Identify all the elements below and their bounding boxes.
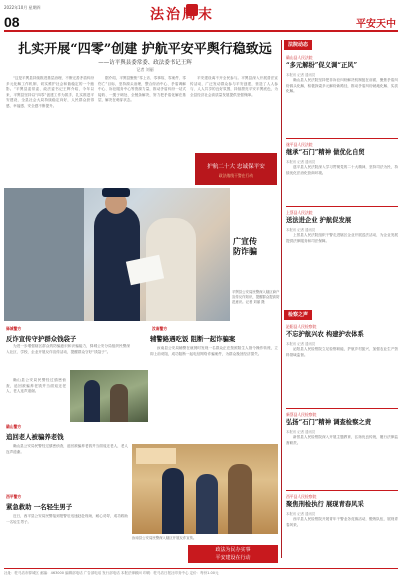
sidebar-headline: 聚焦刑检执行 展现青春风采: [286, 501, 364, 508]
bottom-photo: [132, 444, 278, 534]
header-rule: [4, 30, 398, 32]
section-tag-queshan: 确山警方: [6, 424, 22, 429]
sidebar-meta: 本报讯 记者 通讯员: [286, 342, 316, 346]
sidebar-headline: 送法进企业 护航促发展: [286, 217, 352, 224]
section-tag-runan: 汝南警方: [152, 326, 168, 331]
sidebar-paragraph: 遂平县人民法院深入学习贯彻党的二十大精神，坚持司法为民，持续优化法治化营商环境。: [286, 165, 398, 175]
page-number: 08: [4, 14, 20, 30]
sidebar-subtitle: 西平县人民检察院: [286, 494, 317, 499]
photo-person: [228, 464, 252, 534]
feature-vertical-title: 广宣传 防诈骗: [233, 236, 257, 256]
sidebar-paragraph: 确山县人民法院坚持把非诉讼纠纷解决机制挺在前面，聚焦矛盾纠纷源头化解，积极探索多元解纷新路径，推动矛盾纠纷就地化解、实质化解。: [286, 78, 398, 94]
article-column-2: [98, 76, 186, 186]
sidebar-subtitle: 确山县人民法院: [286, 55, 313, 60]
section-text-xiping: [6, 514, 128, 564]
small-photo: [70, 370, 148, 422]
photo-officer-cap: [102, 188, 130, 197]
photo-person: [110, 384, 128, 422]
article-title: 扎实开展“四零”创建 护航平安平舆行稳致远: [18, 42, 272, 57]
section-paragraph: 确山县公安局民警经过缜密侦查，追回被骗养老钱并当面返还老人，老人连声道谢。: [6, 444, 128, 454]
sidebar-meta: 本报讯 记者 通讯员: [286, 430, 316, 434]
section-paragraph: 为进一步增强辖区群众的防骗意识和识骗能力，驿城公安分局组织民警深入社区、学校、企业开展反诈宣传活动，提醒群众守好“钱袋子”。: [6, 344, 130, 354]
article-byline: 记者 刘丽: [136, 67, 154, 72]
section-title-runan: 辅警路遇吃饭 阻断一起诈骗案: [150, 335, 236, 343]
photo-caption: 平舆县公安局民警深入辖区商户宣传反诈知识，提醒群众提高防范意识。记者 刘丽 摄: [232, 290, 280, 304]
feature-red-box: [195, 153, 277, 185]
sidebar-text: [286, 233, 398, 303]
red-box-headline: 护航二十大 忠诚保平安: [207, 164, 265, 170]
section-title-queshan: 追回老人被骗养老钱: [6, 433, 64, 441]
banner-line-1: 政法为民办实事: [215, 547, 251, 553]
photo-person: [162, 468, 184, 534]
sidebar-rule: [286, 138, 398, 139]
page-header: [0, 0, 402, 34]
photo-sign: [136, 448, 176, 464]
section-paragraph: 汝南县公安局辅警在就餐时发现一名群众正在按照陌生人指令操作转账，立即上前劝阻，成功阻断一起电信网络诈骗案件，为群众挽回经济损失。: [150, 346, 278, 356]
slogan-banner: [188, 545, 278, 563]
section-text-queshan: [6, 444, 128, 490]
masthead: 法治周末: [150, 7, 214, 23]
article-column-3: [190, 76, 278, 150]
section-paragraph: 确山县公安局民警经过缜密侦查，追回被骗养老钱并当面返还老人，老人连声道谢。: [6, 378, 66, 394]
section-text-yicheng-cont: [6, 378, 66, 430]
section-title-yicheng: 反诈宣传守护群众钱袋子: [6, 335, 77, 343]
sidebar-subtitle: 上蔡县人民法院: [286, 210, 313, 215]
sidebar-subtitle: 遂平县人民法院: [286, 142, 313, 147]
sidebar-meta: 本报讯 记者 通讯员: [286, 73, 316, 77]
article-subtitle: ——访平舆县委常委、政法委书记王辉: [98, 60, 192, 66]
sidebar-rule: [286, 490, 398, 491]
photo-person: [196, 474, 218, 534]
section-title: 平安天中: [356, 19, 396, 30]
banner-line-2: 平安建设在行动: [215, 555, 251, 561]
red-box-subline: 政法战线干警在行动: [218, 173, 254, 178]
sidebar-meta: 本报讯 记者 通讯员: [286, 512, 316, 516]
page-footer: 社址：驻马店市驿城区 邮编：463000 编辑部电话 广告部电话 发行部电话 本报法律顾问 印刷：驻马店日报社印务中心 定价：每份1.00元: [4, 568, 398, 576]
sidebar-paragraph: 泌阳县人民检察院立足检察职能，护航乡村振兴，加强农业生产资料领域监督。: [286, 347, 398, 357]
sidebar-meta: 本报讯 记者 通讯员: [286, 228, 316, 232]
sidebar-headline: “多元解纷”促义调“正风”: [286, 62, 358, 69]
sidebar-text: [286, 165, 398, 203]
article-paragraph: 据介绍，平舆县聚焦“零上访、零事故、零案件、零伤亡”目标，坚持源头治理，整合综治中心、矛盾调解中心、诉讼服务中心等资源力量，推动矛盾纠纷一站式接收、一揽子调处、全链条解决，努力把矛盾化解在基层、解决在萌芽状态。: [98, 76, 186, 103]
sidebar-subtitle: 新蔡县人民检察院: [286, 412, 317, 417]
sidebar-text: [286, 517, 398, 563]
section-title-xiping: 紧急救助 一名轻生男子: [6, 503, 73, 511]
sidebar-paragraph: 西平县人民检察院开展青年干警业务竞赛活动，锻炼队伍，展现青春风采。: [286, 517, 398, 527]
sidebar-meta: 本报讯 记者 通讯员: [286, 160, 316, 164]
sidebar-paragraph: 新蔡县人民检察院深入开展主题教育，弘扬优良传统，履行法律监督职责。: [286, 435, 398, 445]
section-paragraph: 近日，西平县公安局民警接到报警后迅速赶赴现场，耐心劝导，成功救助一名轻生男子。: [6, 514, 128, 524]
sidebar-tag-procuratorate: 检察之声: [284, 310, 312, 320]
photo-person: [84, 380, 100, 422]
section-text-runan: [150, 346, 278, 440]
sidebar-text: [286, 347, 398, 405]
sidebar-subtitle: 泌阳县人民检察院: [286, 324, 317, 329]
sidebar-text: [286, 78, 398, 136]
article-column-1: [6, 76, 94, 186]
section-tag-xiping: 西平警方: [6, 494, 22, 499]
sidebar-tag-courts: 法院动态: [284, 40, 312, 50]
sidebar-paragraph: 上蔡县人民法院组织干警走进辖区企业开展送法活动，为企业发展提供法律服务和司法保障。: [286, 233, 398, 243]
sidebar-rule: [286, 408, 398, 409]
page-date: 2022年10月 星期四: [4, 5, 41, 10]
photo-shelf: [4, 188, 84, 321]
sidebar-headline: 继承“石门”精神 做优化自贸: [286, 149, 365, 156]
article-paragraph: 平安建设离不开全民参与。平舆县深入开展普法宣传活动，广泛发动群众参与平安创建，营造了人人参与、人人共享的良好氛围，持续擦亮平安平舆底色，为全县经济社会高质量发展提供坚强保障。: [190, 76, 278, 97]
sidebar-rule: [286, 206, 398, 207]
sidebar-headline: 不忘护航兴农 构建护农体系: [286, 331, 364, 338]
sidebar-text: [286, 435, 398, 487]
sidebar-headline: 弘扬“石门”精神 调查检察之责: [286, 419, 371, 426]
main-photo: [4, 188, 230, 321]
bottom-photo-caption: 汝南县公安局民警深入辖区开展反诈宣传。: [132, 536, 197, 540]
section-tag-yicheng: 驿城警方: [6, 326, 22, 331]
article-paragraph: “这是平舆县持续推进基层治理、不断完善矛盾纠纷多元化解工作机制、切实维护社会和谐稳定的一个缩影。”平舆县委常委、政法委书记王辉介绍，今年以来，平舆县坚持以“四零”创建工作为抓手，扎实推进平安建设，全县社会大局持续稳定向好，人民群众获得感、幸福感、安全感不断提升。: [6, 76, 94, 108]
sidebar-divider: [281, 40, 282, 558]
